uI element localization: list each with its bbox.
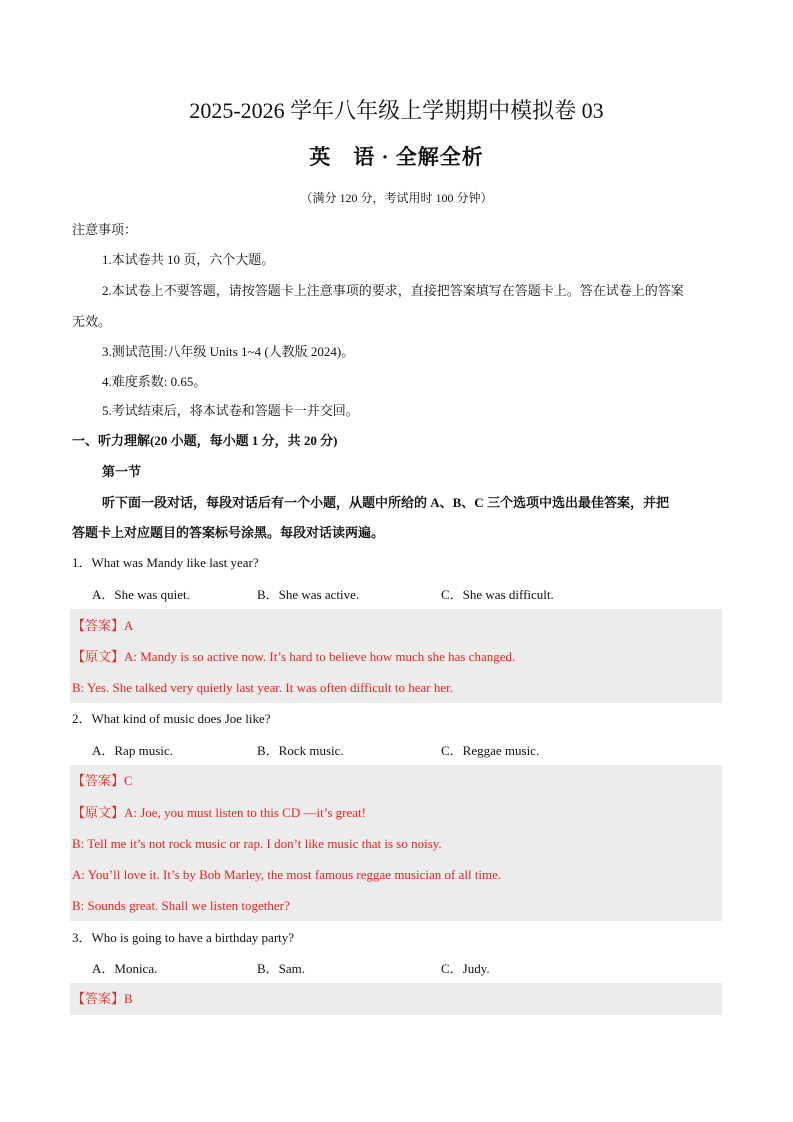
notes-item: 无效。 [72,314,112,329]
notes-heading: 注意事项： [72,222,138,237]
score-note: （满分 120 分，考试用时 100 分钟） [300,191,493,205]
option-a: A．She was quiet. [92,587,190,602]
option-a: A．Rap music. [92,743,173,758]
notes-item: 1.本试卷共 10 页，六个大题。 [102,252,275,267]
script-line: B: Sounds great. Shall we listen together? [72,898,290,913]
notes-item: 2.本试卷上不要答题，请按答题卡上注意事项的要求，直接把答案填写在答题卡上。答在试卷上的答案 [102,283,684,298]
option-c: C．Judy. [441,961,490,976]
answer-label: 【答案】B [72,991,133,1006]
answer-label: 【答案】A [72,618,134,633]
answer-label: 【答案】C [72,773,133,788]
question-stem: 1．What was Mandy like last year? [72,555,259,570]
notes-item: 3.测试范围:八年级 Units 1~4 (人教版 2024)。 [102,344,355,359]
option-b: B．Sam. [257,961,306,976]
question-stem: 2．What kind of music does Joe like? [72,711,271,726]
page-title: 2025-2026 学年八年级上学期期中模拟卷 03 [189,98,604,123]
section-instruction: 答题卡上对应题目的答案标号涂黑。每段对话读两遍。 [72,525,385,540]
script-line: A: You’ll love it. It’s by Bob Marley, the most famous reggae musician of all time. [72,867,502,882]
notes-item: 5.考试结束后，将本试卷和答题卡一并交回。 [102,403,359,418]
option-c: C．Reggae music. [441,743,540,758]
option-b: B．Rock music. [257,743,344,758]
option-b: B．She was active. [257,587,360,602]
section-heading: 一、听力理解(20 小题，每小题 1 分，共 20 分) [72,433,338,448]
script-line: 【原文】A: Mandy is so active now. It’s hard to believe how much she has changed. [72,649,516,664]
script-line: B: Tell me it’s not rock music or rap. I don’t like music that is so noisy. [72,836,442,851]
section-instruction: 听下面一段对话，每段对话后有一个小题，从题中所给的 A、B、C 三个选项中选出最佳答案，并把 [102,495,669,510]
option-a: A．Monica. [92,961,158,976]
script-line: 【原文】A: Joe, you must listen to this CD —it’s great! [72,805,366,820]
option-c: C．She was difficult. [441,587,554,602]
page-subtitle: 英 语 · 全解全析 [309,145,484,169]
section-part: 第一节 [102,464,142,479]
script-line: B: Yes. She talked very quietly last year. It was often difficult to hear her. [72,680,454,695]
question-stem: 3．Who is going to have a birthday party? [72,930,295,945]
answer-box [70,983,722,1015]
notes-item: 4.难度系数: 0.65。 [102,374,207,389]
